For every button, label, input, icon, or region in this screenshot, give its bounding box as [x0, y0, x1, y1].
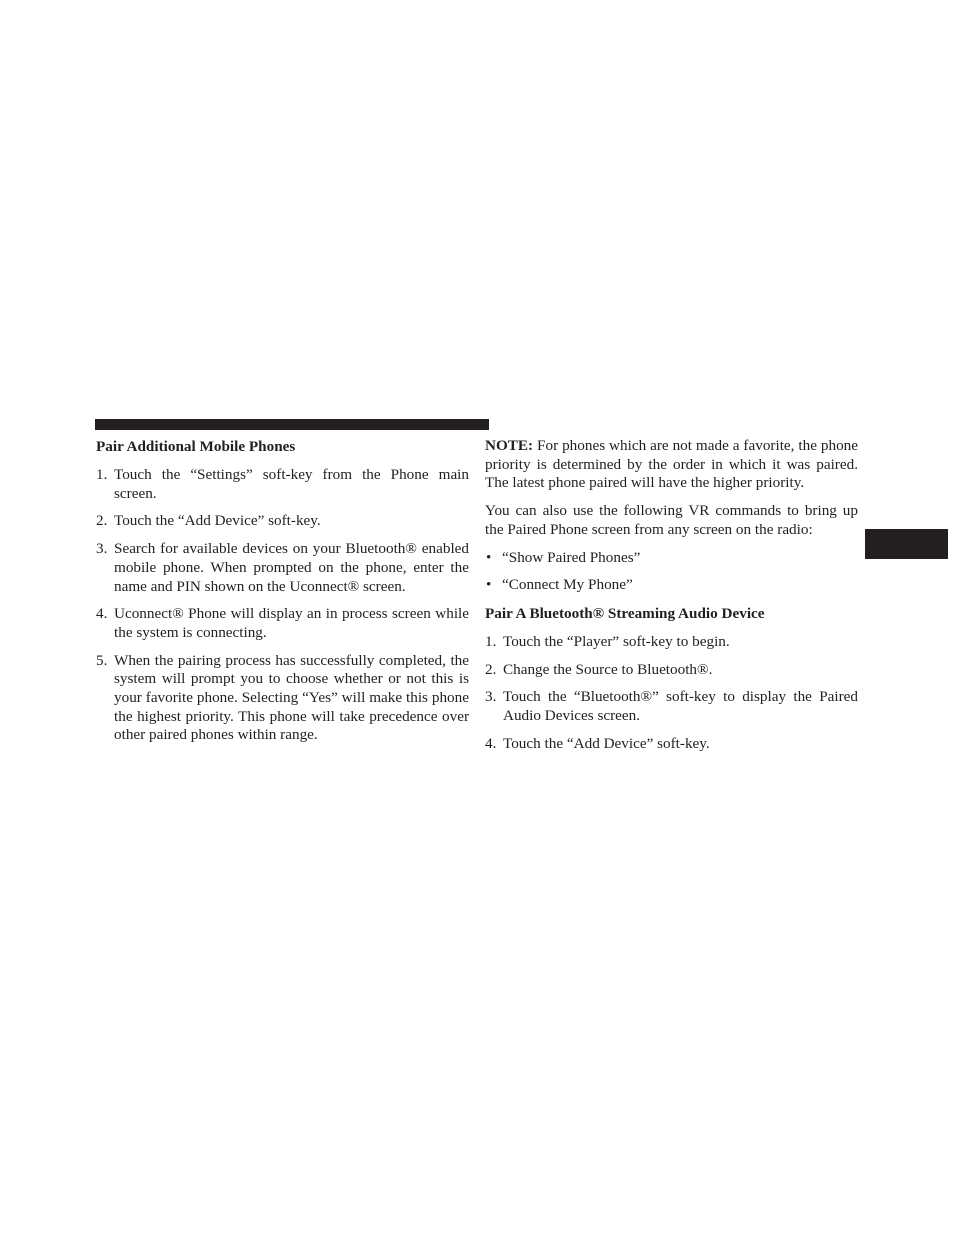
- step-text: Touch the “Bluetooth®” soft-key to display the Paired Audio Devices screen.: [503, 688, 858, 725]
- step-text: Change the Source to Bluetooth®.: [503, 660, 713, 678]
- note-label: NOTE:: [485, 437, 534, 454]
- step-number: 1.: [96, 466, 108, 483]
- section-heading-pair-streaming-audio: Pair A Bluetooth® Streaming Audio Device: [485, 604, 765, 622]
- list-item: [96, 540, 469, 596]
- list-item: [485, 549, 858, 568]
- list-item: [485, 735, 858, 754]
- pair-additional-phones-steps: [96, 466, 469, 745]
- list-item: [96, 466, 469, 503]
- chapter-tab-marker: [865, 529, 948, 559]
- step-number: 4.: [96, 605, 108, 623]
- step-number: 4.: [485, 734, 497, 752]
- list-item: [485, 688, 858, 725]
- bullet-text: “Connect My Phone”: [502, 576, 633, 594]
- bullet-icon: •: [486, 548, 492, 566]
- step-text: Touch the “Settings” soft-key from the Phone main screen.: [114, 466, 469, 502]
- left-column: [96, 437, 469, 754]
- step-text: Touch the “Add Device” soft-key.: [114, 512, 321, 530]
- list-item: [96, 605, 469, 642]
- section-heading-pair-additional-phones: Pair Additional Mobile Phones: [96, 438, 296, 455]
- step-number: 3.: [485, 688, 497, 706]
- step-number: 5.: [96, 651, 108, 669]
- list-item: [96, 512, 469, 531]
- bullet-icon: •: [486, 576, 492, 594]
- list-item: [96, 652, 469, 746]
- step-text: Touch the “Add Device” soft-key.: [503, 734, 710, 752]
- step-number: 2.: [96, 512, 108, 530]
- step-number: 2.: [485, 660, 497, 678]
- step-text: Uconnect® Phone will display an in process screen while the system is connecting.: [114, 605, 469, 641]
- pair-streaming-audio-steps: [485, 633, 858, 754]
- bullet-text: “Show Paired Phones”: [502, 548, 641, 566]
- note-paragraph: [485, 437, 858, 493]
- step-text: Search for available devices on your Bluetooth® enabled mobile phone. When prompted on the phone, enter the name and PIN shown on the Uconnect® screen.: [114, 540, 469, 595]
- right-column: [485, 437, 858, 762]
- note-text: For phones which are not made a favorite, the phone priority is determined by the order in which it was paired. The latest phone paired will have the higher priority.: [485, 437, 858, 492]
- step-number: 3.: [96, 540, 108, 558]
- step-text: When the pairing process has successfully completed, the system will prompt you to choose whether or not this is your favorite phone. Selecting “Yes” will make this phone the highest priority. This phone will take precedence over other paired phones within range.: [114, 651, 469, 744]
- section-header-rule: [95, 419, 489, 430]
- step-text: Touch the “Player” soft-key to begin.: [503, 632, 730, 650]
- list-item: [485, 633, 858, 652]
- vr-commands-intro: You can also use the following VR commands to bring up the Paired Phone screen from any screen on the radio:: [485, 502, 858, 538]
- list-item: [485, 661, 858, 680]
- list-item: [485, 576, 858, 595]
- step-number: 1.: [485, 632, 497, 650]
- vr-commands-list: [485, 549, 858, 595]
